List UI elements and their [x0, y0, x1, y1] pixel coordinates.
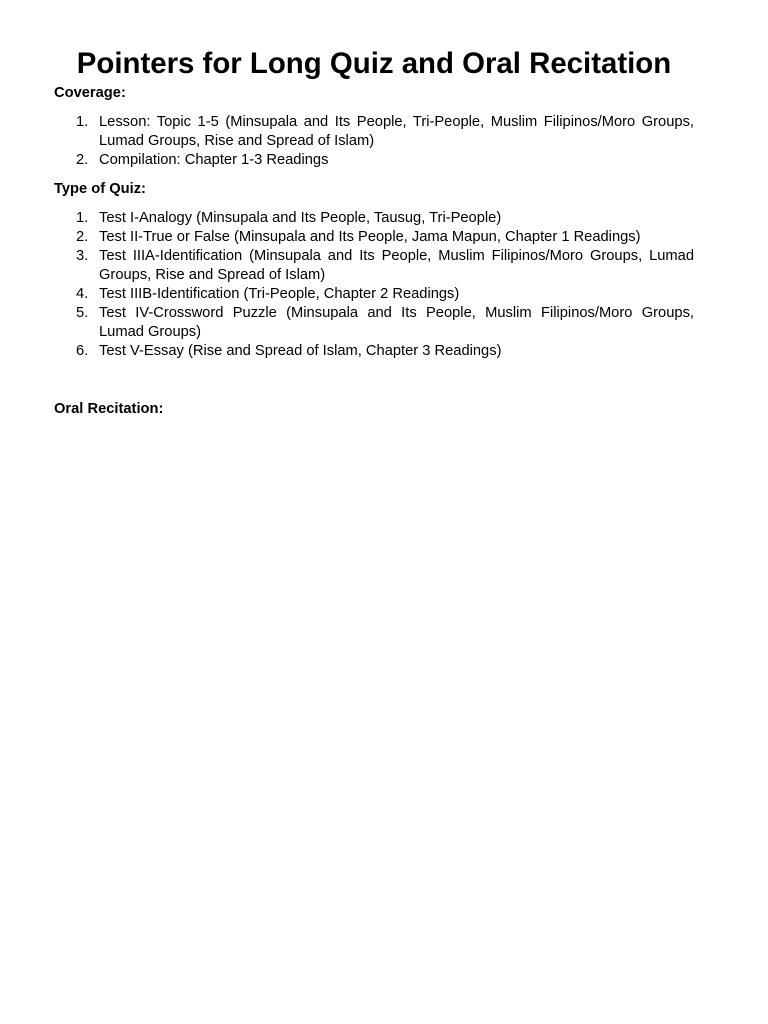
list-item	[54, 304, 694, 342]
list-item-text: Test IIIB-Identification (Tri-People, Chapter 2 Readings)	[99, 286, 460, 302]
list-item-number: 1.	[76, 114, 89, 130]
document-page	[54, 47, 694, 419]
oral-recitation-heading: Oral Recitation:	[54, 401, 164, 417]
list-item-text: Test I-Analogy (Minsupala and Its People, Tausug, Tri-People)	[99, 210, 502, 226]
list-item-number: 1.	[76, 210, 89, 226]
list-item	[54, 228, 694, 247]
list-item-text: Test V-Essay (Rise and Spread of Islam, Chapter 3 Readings)	[99, 343, 502, 359]
list-item-text: Test IV-Crossword Puzzle (Minsupala and Its People, Muslim Filipinos/Moro Groups, Lumad Groups)	[99, 305, 694, 340]
list-item	[54, 342, 694, 361]
coverage-heading: Coverage:	[54, 85, 126, 101]
list-item	[54, 209, 694, 228]
list-item-number: 5.	[76, 305, 89, 321]
list-item-number: 3.	[76, 248, 89, 264]
list-item	[54, 285, 694, 304]
list-item-text: Lesson: Topic 1-5 (Minsupala and Its People, Tri-People, Muslim Filipinos/Moro Groups, Lumad Groups, Rise and Spread of Islam)	[99, 114, 694, 149]
list-item	[54, 247, 694, 285]
list-item-number: 4.	[76, 286, 89, 302]
quiz-type-heading: Type of Quiz:	[54, 181, 146, 197]
list-item-number: 2.	[76, 152, 89, 168]
list-item-text: Test II-True or False (Minsupala and Its People, Jama Mapun, Chapter 1 Readings)	[99, 229, 641, 245]
list-item	[54, 113, 694, 151]
list-item	[54, 151, 694, 170]
coverage-list	[54, 113, 694, 170]
list-item-text: Compilation: Chapter 1-3 Readings	[99, 152, 329, 168]
list-item-text: Test IIIA-Identification (Minsupala and Its People, Muslim Filipinos/Moro Groups, Lumad Groups, Rise and Spread of Islam)	[99, 248, 694, 283]
list-item-number: 2.	[76, 229, 89, 245]
list-item-number: 6.	[76, 343, 89, 359]
quiz-type-list	[54, 209, 694, 361]
page-title: Pointers for Long Quiz and Oral Recitation	[76, 47, 672, 80]
